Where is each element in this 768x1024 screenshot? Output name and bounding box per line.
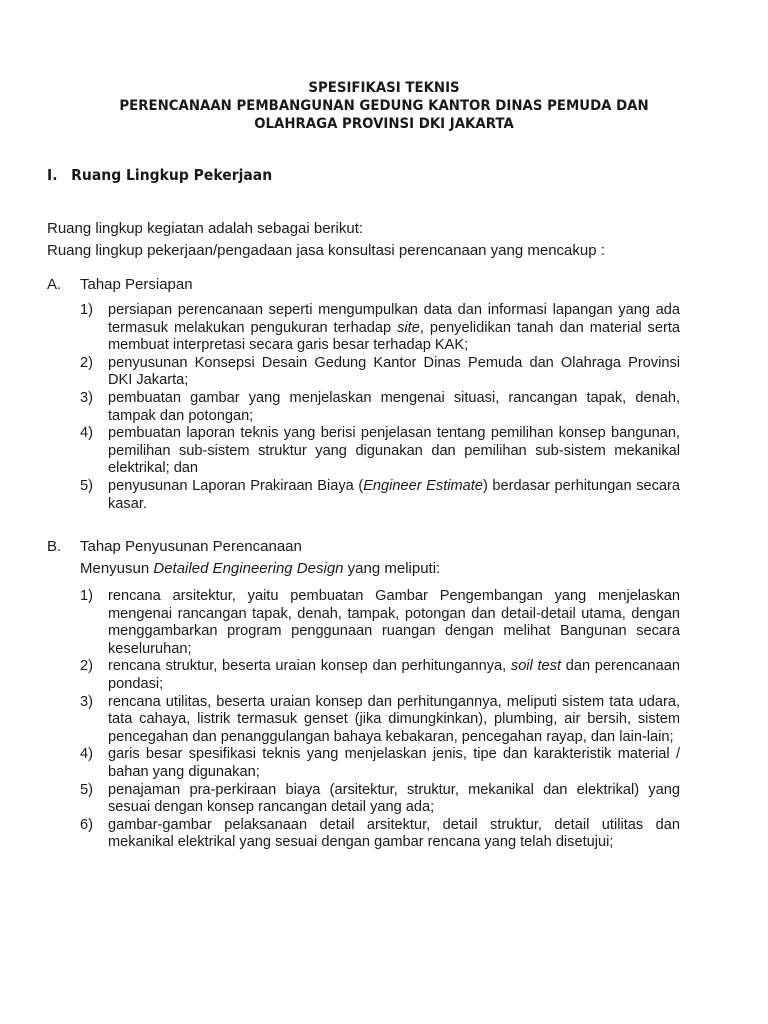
- text-segment: garis besar spesifikasi teknis yang menjelaskan jenis, tipe dan karakteristik material / bahan yang digunakan;: [108, 746, 680, 780]
- numbered-list-a: [80, 302, 680, 513]
- section-title: Ruang Lingkup Pekerjaan: [71, 166, 273, 184]
- section-number: I.: [47, 166, 58, 184]
- list-item: [80, 588, 680, 658]
- item-text: [108, 588, 680, 658]
- italic-term: site: [397, 319, 420, 336]
- title-line-3: OLAHRAGA PROVINSI DKI JAKARTA: [254, 116, 514, 132]
- text-segment: dan perencanaan pondasi;: [108, 658, 680, 692]
- list-item: [80, 782, 680, 817]
- item-number: 1): [80, 302, 93, 318]
- list-item: [80, 390, 680, 425]
- subsection-letter: B.: [47, 538, 62, 555]
- list-item: [80, 658, 680, 693]
- item-text: [108, 302, 680, 355]
- item-number: 4): [80, 425, 93, 442]
- text-segment: persiapan perencanaan seperti mengumpulkan data dan informasi lapangan yang ada termasuk melakukan pengukuran terhadap: [108, 302, 680, 336]
- text-segment: , penyelidikan tanah dan material serta membuat interpretasi secara garis besar terhadap KAK;: [108, 319, 680, 354]
- list-item: [80, 694, 680, 747]
- subsection-title: Tahap Persiapan: [80, 276, 193, 293]
- text-segment: rencana arsitektur, yaitu pembuatan Gambar Pengembangan yang menjelaskan mengenai rancangan tapak, denah, tampak, potongan dan detail-detail utama, dengan menggambarkan program penggunaan ruangan dengan melihat Bangunan secara keseluruhan;: [108, 588, 680, 657]
- item-number: 1): [80, 588, 93, 604]
- text-segment: gambar-gambar pelaksanaan detail arsitektur, detail struktur, detail utilitas dan mekanikal elektrikal yang sesuai dengan gambar rencana yang telah disetujui;: [108, 816, 680, 851]
- paragraph: Ruang lingkup kegiatan adalah sebagai berikut:: [47, 220, 364, 237]
- text-segment: pembuatan gambar yang menjelaskan mengenai situasi, rancangan tapak, denah, tampak dan potongan;: [108, 389, 680, 424]
- item-number: 2): [80, 354, 93, 371]
- list-item: [80, 355, 680, 390]
- item-number: 5): [80, 477, 93, 494]
- list-item: [80, 817, 680, 852]
- italic-term: soil test: [510, 658, 562, 675]
- text-segment: yang meliputi:: [343, 560, 441, 577]
- document-title: [31, 79, 738, 133]
- text-segment: rencana struktur, beserta uraian konsep dan perhitungannya,: [108, 658, 511, 675]
- item-number: 5): [80, 781, 93, 798]
- item-text: [108, 658, 680, 693]
- subsection-heading-a: [47, 276, 193, 293]
- text-segment: Menyusun: [80, 560, 154, 577]
- list-item: [80, 746, 680, 781]
- text-segment: ) berdasar perhitungan secara kasar.: [108, 477, 681, 512]
- title-line-2: PERENCANAAN PEMBANGUNAN GEDUNG KANTOR DINAS PEMUDA DAN: [119, 98, 649, 114]
- text-segment: penajaman pra-perkiraan biaya (arsitektur, struktur, mekanikal dan elektrikal) yang sesuai dengan konsep rancangan detail yang ada;: [108, 781, 680, 816]
- text-segment: rencana utilitas, beserta uraian konsep dan perhitungannya, meliputi sistem tata udara, tata cahaya, listrik termasuk genset (jika dimungkinkan), plumbing, air bersih, sistem pencegahan dan penanggulangan bahaya kebakaran, pencegahan rayap, dan lain-lain;: [108, 693, 680, 745]
- item-number: 2): [80, 658, 93, 675]
- list-item: [80, 478, 680, 513]
- subsection-intro: [80, 560, 440, 577]
- text-segment: pembuatan laporan teknis yang berisi penjelasan tentang pemilihan konsep bangunan, pemilihan sub-sistem struktur yang digunakan dan pemilihan sub-sistem mekanikal elektrikal; dan: [108, 425, 680, 477]
- item-text: [108, 425, 680, 478]
- item-text: [108, 355, 680, 390]
- item-number: 4): [80, 746, 93, 763]
- item-number: 6): [80, 816, 93, 833]
- item-text: [108, 817, 680, 852]
- italic-term: Detailed Engineering Design: [153, 560, 344, 577]
- section-heading: [47, 166, 272, 184]
- item-text: [108, 478, 680, 513]
- subsection-heading-b: [47, 538, 302, 555]
- title-line-1: SPESIFIKASI TEKNIS: [308, 80, 460, 96]
- subsection-letter: A.: [47, 276, 62, 293]
- text-segment: penyusunan Laporan Prakiraan Biaya (: [108, 477, 364, 494]
- item-text: [108, 694, 680, 747]
- text-segment: penyusunan Konsepsi Desain Gedung Kantor Dinas Pemuda dan Olahraga Provinsi DKI Jakarta;: [108, 354, 680, 389]
- item-text: [108, 746, 680, 781]
- numbered-list-b: [80, 588, 680, 852]
- list-item: [80, 425, 680, 478]
- item-text: [108, 782, 680, 817]
- paragraph: Ruang lingkup pekerjaan/pengadaan jasa konsultasi perencanaan yang mencakup :: [47, 242, 605, 259]
- italic-term: Engineer Estimate: [363, 477, 483, 494]
- item-number: 3): [80, 693, 93, 710]
- list-item: [80, 302, 680, 355]
- subsection-title: Tahap Penyusunan Perencanaan: [80, 538, 302, 555]
- item-number: 3): [80, 389, 93, 406]
- item-text: [108, 390, 680, 425]
